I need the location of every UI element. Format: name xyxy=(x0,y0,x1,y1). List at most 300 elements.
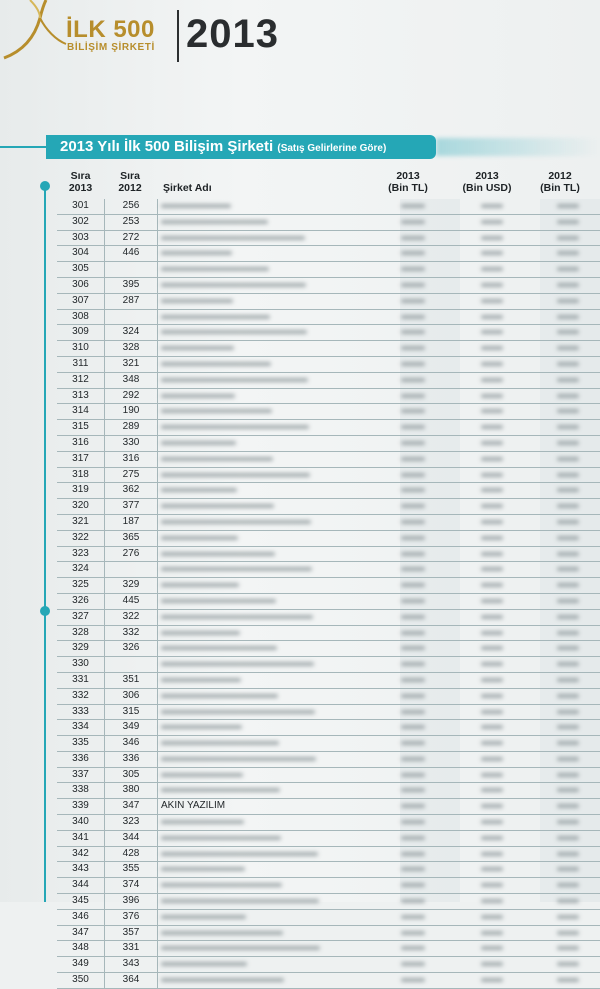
rank-2013-cell: 323 xyxy=(72,547,89,559)
rank-2013-cell: 341 xyxy=(72,831,89,843)
blurred-value xyxy=(481,710,503,714)
blurred-value xyxy=(401,899,425,903)
blurred-value xyxy=(557,473,579,477)
rank-2012-cell: 446 xyxy=(104,246,158,261)
rank-2013-cell: 348 xyxy=(72,942,89,954)
rank-2012-cell: 328 xyxy=(104,341,158,356)
blurred-company-name xyxy=(161,931,283,935)
blurred-value xyxy=(401,725,425,729)
blurred-value xyxy=(557,773,579,777)
blurred-value xyxy=(557,425,579,429)
blurred-value xyxy=(481,441,503,445)
col-header-rev-2012-tl: 2012 (Bin TL) xyxy=(540,170,580,194)
table-row xyxy=(57,531,600,547)
blurred-value xyxy=(557,757,579,761)
blurred-company-name xyxy=(161,504,274,508)
rank-2013-cell: 332 xyxy=(72,689,89,701)
rank-2012-cell: 256 xyxy=(104,199,158,214)
swoosh-logo-icon xyxy=(0,0,70,62)
blurred-value xyxy=(401,583,425,587)
table-row xyxy=(57,310,600,326)
rank-2013-cell: 303 xyxy=(72,231,89,243)
blurred-company-name xyxy=(161,204,231,208)
header-divider xyxy=(177,10,179,62)
rank-2012-cell: 349 xyxy=(104,720,158,735)
blurred-value xyxy=(481,899,503,903)
blurred-value xyxy=(481,504,503,508)
rank-2013-cell: 308 xyxy=(72,310,89,322)
rank-2013-cell: 343 xyxy=(72,863,89,875)
rank-2012-cell: 276 xyxy=(104,547,158,562)
blurred-value xyxy=(401,409,425,413)
blurred-value xyxy=(401,236,425,240)
rank-2012-cell: 428 xyxy=(104,847,158,862)
blurred-value xyxy=(481,236,503,240)
blurred-value xyxy=(557,536,579,540)
blurred-value xyxy=(401,662,425,666)
rank-2012-cell: 365 xyxy=(104,531,158,546)
table-row xyxy=(57,768,600,784)
blurred-value xyxy=(481,631,503,635)
blurred-company-name xyxy=(161,583,239,587)
blurred-value xyxy=(401,915,425,919)
blurred-value xyxy=(481,741,503,745)
blurred-company-name xyxy=(161,330,307,334)
blurred-value xyxy=(401,788,425,792)
rank-2013-cell: 319 xyxy=(72,484,89,496)
rank-2013-cell: 342 xyxy=(72,847,89,859)
blurred-value xyxy=(481,804,503,808)
rank-2013-cell: 316 xyxy=(72,436,89,448)
blurred-value xyxy=(557,204,579,208)
blurred-value xyxy=(401,251,425,255)
table-row xyxy=(57,278,600,294)
rank-2013-cell: 304 xyxy=(72,247,89,259)
table-row xyxy=(57,862,600,878)
table-row xyxy=(57,815,600,831)
blurred-value xyxy=(481,473,503,477)
table-row xyxy=(57,705,600,721)
rank-2013-cell: 301 xyxy=(72,200,89,211)
timeline-line xyxy=(0,146,46,148)
blurred-value xyxy=(557,804,579,808)
blurred-value xyxy=(401,378,425,382)
blurred-value xyxy=(401,804,425,808)
table-row xyxy=(57,657,600,673)
rank-2012-cell: 253 xyxy=(104,215,158,230)
blurred-value xyxy=(481,267,503,271)
blurred-company-name xyxy=(161,394,235,398)
rank-2013-cell: 317 xyxy=(72,452,89,464)
blurred-value xyxy=(557,820,579,824)
blurred-value xyxy=(557,599,579,603)
blurred-value xyxy=(481,520,503,524)
rank-2013-cell: 338 xyxy=(72,784,89,796)
blurred-company-name xyxy=(161,220,268,224)
blurred-value xyxy=(401,631,425,635)
blurred-value xyxy=(401,836,425,840)
rank-2012-cell: 336 xyxy=(104,752,158,767)
blurred-value xyxy=(481,615,503,619)
blurred-company-name xyxy=(161,741,279,745)
rank-2012-cell: 374 xyxy=(104,878,158,893)
rank-2013-cell: 321 xyxy=(72,515,89,527)
blurred-value xyxy=(557,220,579,224)
blurred-value xyxy=(557,330,579,334)
blurred-company-name xyxy=(161,615,313,619)
table-row xyxy=(57,641,600,657)
blurred-company-name xyxy=(161,599,276,603)
rank-2013-cell: 314 xyxy=(72,405,89,417)
blurred-company-name xyxy=(161,552,275,556)
blurred-value xyxy=(481,409,503,413)
blurred-company-name xyxy=(161,362,271,366)
table-row xyxy=(57,831,600,847)
blurred-company-name xyxy=(161,915,246,919)
blurred-value xyxy=(557,488,579,492)
rank-2012-cell: 362 xyxy=(104,483,158,498)
rank-2012-cell: 344 xyxy=(104,831,158,846)
blurred-value xyxy=(401,946,425,950)
table-row xyxy=(57,957,600,973)
rank-2012-cell: 326 xyxy=(104,641,158,656)
rank-2013-cell: 313 xyxy=(72,389,89,401)
rank-2013-cell: 347 xyxy=(72,926,89,938)
blurred-company-name xyxy=(161,710,315,714)
rank-2012-cell: 396 xyxy=(104,894,158,909)
blurred-value xyxy=(557,852,579,856)
rank-2013-cell: 339 xyxy=(72,800,89,812)
table-row xyxy=(57,215,600,231)
rank-2012-cell: 347 xyxy=(104,799,158,814)
blurred-company-name xyxy=(161,725,242,729)
rank-2013-cell: 331 xyxy=(72,673,89,685)
blurred-value xyxy=(557,346,579,350)
blurred-value xyxy=(401,488,425,492)
blurred-value xyxy=(481,488,503,492)
blurred-value xyxy=(401,978,425,982)
blurred-company-name xyxy=(161,883,282,887)
rank-2012-cell: 315 xyxy=(104,705,158,720)
rank-2013-cell: 340 xyxy=(72,816,89,828)
rank-2013-cell: 311 xyxy=(72,357,89,369)
rank-2013-cell: 312 xyxy=(72,373,89,385)
section-banner xyxy=(46,135,436,159)
company-name-cell: AKIN YAZILIM xyxy=(161,800,226,812)
table-row xyxy=(57,294,600,310)
blurred-value xyxy=(557,283,579,287)
timeline-dot xyxy=(40,606,50,616)
blurred-value xyxy=(401,220,425,224)
blurred-value xyxy=(401,710,425,714)
blurred-value xyxy=(557,299,579,303)
blurred-value xyxy=(481,299,503,303)
ranking-table xyxy=(57,199,600,989)
rank-2013-cell: 333 xyxy=(72,705,89,717)
blurred-company-name xyxy=(161,899,319,903)
blurred-company-name xyxy=(161,646,277,650)
blurred-company-name xyxy=(161,236,305,240)
blurred-value xyxy=(401,504,425,508)
rank-2013-cell: 318 xyxy=(72,468,89,480)
blurred-value xyxy=(557,567,579,571)
blurred-company-name xyxy=(161,631,240,635)
blurred-value xyxy=(557,441,579,445)
blurred-value xyxy=(401,678,425,682)
blurred-value xyxy=(401,394,425,398)
blurred-value xyxy=(401,820,425,824)
blurred-value xyxy=(401,741,425,745)
blurred-value xyxy=(557,552,579,556)
rank-2013-cell: 326 xyxy=(72,594,89,606)
table-row xyxy=(57,389,600,405)
banner-title-text: 2013 Yılı İlk 500 Bilişim Şirketi xyxy=(60,138,274,155)
blurred-value xyxy=(557,694,579,698)
rank-2013-cell: 307 xyxy=(72,294,89,306)
blurred-value xyxy=(557,710,579,714)
table-row xyxy=(57,515,600,531)
blurred-value xyxy=(481,346,503,350)
blurred-value xyxy=(557,836,579,840)
blurred-value xyxy=(481,931,503,935)
rank-2012-cell xyxy=(104,262,158,277)
table-row xyxy=(57,262,600,278)
blurred-value xyxy=(557,457,579,461)
blurred-value xyxy=(401,457,425,461)
rank-2013-cell: 350 xyxy=(72,974,89,986)
col-header-rev-2013-tl: 2013 (Bin TL) xyxy=(388,170,428,194)
blurred-value xyxy=(557,504,579,508)
col-header-rev-2013-usd: 2013 (Bin USD) xyxy=(462,170,512,194)
timeline-dot xyxy=(40,181,50,191)
blurred-value xyxy=(481,599,503,603)
rank-2013-cell: 346 xyxy=(72,910,89,922)
table-row xyxy=(57,736,600,752)
blurred-company-name xyxy=(161,852,318,856)
rank-2013-cell: 344 xyxy=(72,879,89,891)
blurred-value xyxy=(481,694,503,698)
rank-2012-cell: 445 xyxy=(104,594,158,609)
banner-title xyxy=(60,138,386,155)
blurred-value xyxy=(401,852,425,856)
blurred-value xyxy=(557,867,579,871)
blurred-value xyxy=(557,788,579,792)
blurred-value xyxy=(481,852,503,856)
blurred-company-name xyxy=(161,315,270,319)
blurred-value xyxy=(481,978,503,982)
table-row xyxy=(57,926,600,942)
blurred-value xyxy=(401,299,425,303)
rank-2012-cell: 289 xyxy=(104,420,158,435)
rank-2012-cell xyxy=(104,657,158,672)
blurred-value xyxy=(401,694,425,698)
blurred-value xyxy=(557,267,579,271)
table-row xyxy=(57,404,600,420)
rank-2013-cell: 315 xyxy=(72,421,89,433)
rank-2012-cell: 355 xyxy=(104,862,158,877)
rank-2013-cell: 345 xyxy=(72,895,89,907)
blurred-value xyxy=(557,251,579,255)
blurred-value xyxy=(481,394,503,398)
rank-2013-cell: 328 xyxy=(72,626,89,638)
blurred-value xyxy=(481,552,503,556)
table-row xyxy=(57,910,600,926)
rank-2012-cell: 272 xyxy=(104,231,158,246)
blurred-value xyxy=(401,567,425,571)
blurred-company-name xyxy=(161,836,281,840)
blurred-value xyxy=(401,883,425,887)
table-row xyxy=(57,578,600,594)
table-row xyxy=(57,799,600,815)
blurred-value xyxy=(401,773,425,777)
col-header-rank-2013: Sıra 2013 xyxy=(68,170,93,194)
blurred-value xyxy=(481,251,503,255)
blurred-value xyxy=(481,678,503,682)
rank-2012-cell: 316 xyxy=(104,452,158,467)
blurred-company-name xyxy=(161,773,243,777)
rank-2013-cell: 325 xyxy=(72,579,89,591)
blurred-company-name xyxy=(161,536,238,540)
blurred-company-name xyxy=(161,867,245,871)
blurred-company-name xyxy=(161,567,312,571)
blurred-value xyxy=(557,615,579,619)
table-row xyxy=(57,610,600,626)
ilk500-logo xyxy=(0,0,175,62)
blurred-value xyxy=(401,473,425,477)
blurred-value xyxy=(401,346,425,350)
blurred-value xyxy=(481,457,503,461)
blurred-value xyxy=(401,425,425,429)
brand-subtitle: BİLİŞİM ŞİRKETİ xyxy=(67,42,155,53)
blurred-value xyxy=(557,409,579,413)
rank-2013-cell: 327 xyxy=(72,610,89,622)
blurred-value xyxy=(557,236,579,240)
table-row xyxy=(57,231,600,247)
blurred-value xyxy=(481,567,503,571)
header-year: 2013 xyxy=(186,12,279,56)
blurred-company-name xyxy=(161,662,314,666)
blurred-company-name xyxy=(161,788,280,792)
blurred-value xyxy=(401,520,425,524)
rank-2012-cell xyxy=(104,310,158,325)
rank-2012-cell: 330 xyxy=(104,436,158,451)
rank-2012-cell: 377 xyxy=(104,499,158,514)
table-row xyxy=(57,547,600,563)
blurred-value xyxy=(481,725,503,729)
blurred-value xyxy=(481,915,503,919)
table-row xyxy=(57,452,600,468)
blurred-value xyxy=(481,646,503,650)
rank-2012-cell: 305 xyxy=(104,768,158,783)
blurred-value xyxy=(481,820,503,824)
table-row xyxy=(57,720,600,736)
rank-2013-cell: 329 xyxy=(72,642,89,654)
blurred-value xyxy=(557,394,579,398)
blurred-value xyxy=(481,220,503,224)
blurred-value xyxy=(481,836,503,840)
blurred-value xyxy=(481,378,503,382)
blurred-value xyxy=(557,678,579,682)
rank-2012-cell: 321 xyxy=(104,357,158,372)
blurred-company-name xyxy=(161,820,244,824)
blurred-value xyxy=(557,978,579,982)
table-row xyxy=(57,436,600,452)
blurred-value xyxy=(481,425,503,429)
blurred-value xyxy=(557,962,579,966)
rank-2013-cell: 336 xyxy=(72,752,89,764)
rank-2012-cell: 332 xyxy=(104,626,158,641)
blurred-company-name xyxy=(161,251,232,255)
blurred-company-name xyxy=(161,378,308,382)
rank-2012-cell: 346 xyxy=(104,736,158,751)
blurred-value xyxy=(481,773,503,777)
blurred-value xyxy=(401,867,425,871)
blurred-value xyxy=(401,757,425,761)
blurred-value xyxy=(557,931,579,935)
rank-2012-cell: 357 xyxy=(104,926,158,941)
timeline-vertical xyxy=(44,186,46,902)
blurred-company-name xyxy=(161,757,316,761)
blurred-value xyxy=(481,788,503,792)
rank-2012-cell: 306 xyxy=(104,689,158,704)
blurred-company-name xyxy=(161,457,273,461)
rank-2012-cell xyxy=(104,562,158,577)
rank-2013-cell: 306 xyxy=(72,278,89,290)
rank-2012-cell: 292 xyxy=(104,389,158,404)
blurred-value xyxy=(481,330,503,334)
blurred-value xyxy=(481,883,503,887)
blurred-value xyxy=(401,962,425,966)
rank-2012-cell: 364 xyxy=(104,973,158,988)
blurred-company-name xyxy=(161,299,233,303)
rank-2012-cell: 287 xyxy=(104,294,158,309)
table-row xyxy=(57,594,600,610)
rank-2012-cell: 395 xyxy=(104,278,158,293)
rank-2012-cell: 190 xyxy=(104,404,158,419)
blurred-value xyxy=(557,662,579,666)
rank-2013-cell: 335 xyxy=(72,737,89,749)
blurred-company-name xyxy=(161,488,237,492)
blurred-value xyxy=(557,915,579,919)
rank-2012-cell: 329 xyxy=(104,578,158,593)
rank-2012-cell: 380 xyxy=(104,783,158,798)
blurred-company-name xyxy=(161,694,278,698)
table-row xyxy=(57,752,600,768)
table-row xyxy=(57,847,600,863)
rank-2012-cell: 348 xyxy=(104,373,158,388)
col-header-company: Şirket Adı xyxy=(163,182,212,194)
blurred-value xyxy=(557,646,579,650)
blurred-company-name xyxy=(161,283,306,287)
blurred-company-name xyxy=(161,678,241,682)
blurred-value xyxy=(557,520,579,524)
blurred-value xyxy=(401,267,425,271)
rank-2013-cell: 349 xyxy=(72,958,89,970)
blurred-value xyxy=(481,315,503,319)
table-row xyxy=(57,941,600,957)
blurred-value xyxy=(401,536,425,540)
rank-2012-cell: 275 xyxy=(104,468,158,483)
blurred-value xyxy=(401,315,425,319)
blurred-company-name xyxy=(161,946,320,950)
rank-2013-cell: 337 xyxy=(72,768,89,780)
table-row xyxy=(57,626,600,642)
table-row xyxy=(57,689,600,705)
rank-2013-cell: 310 xyxy=(72,342,89,354)
rank-2013-cell: 334 xyxy=(72,721,89,733)
blurred-company-name xyxy=(161,978,284,982)
rank-2013-cell: 320 xyxy=(72,500,89,512)
